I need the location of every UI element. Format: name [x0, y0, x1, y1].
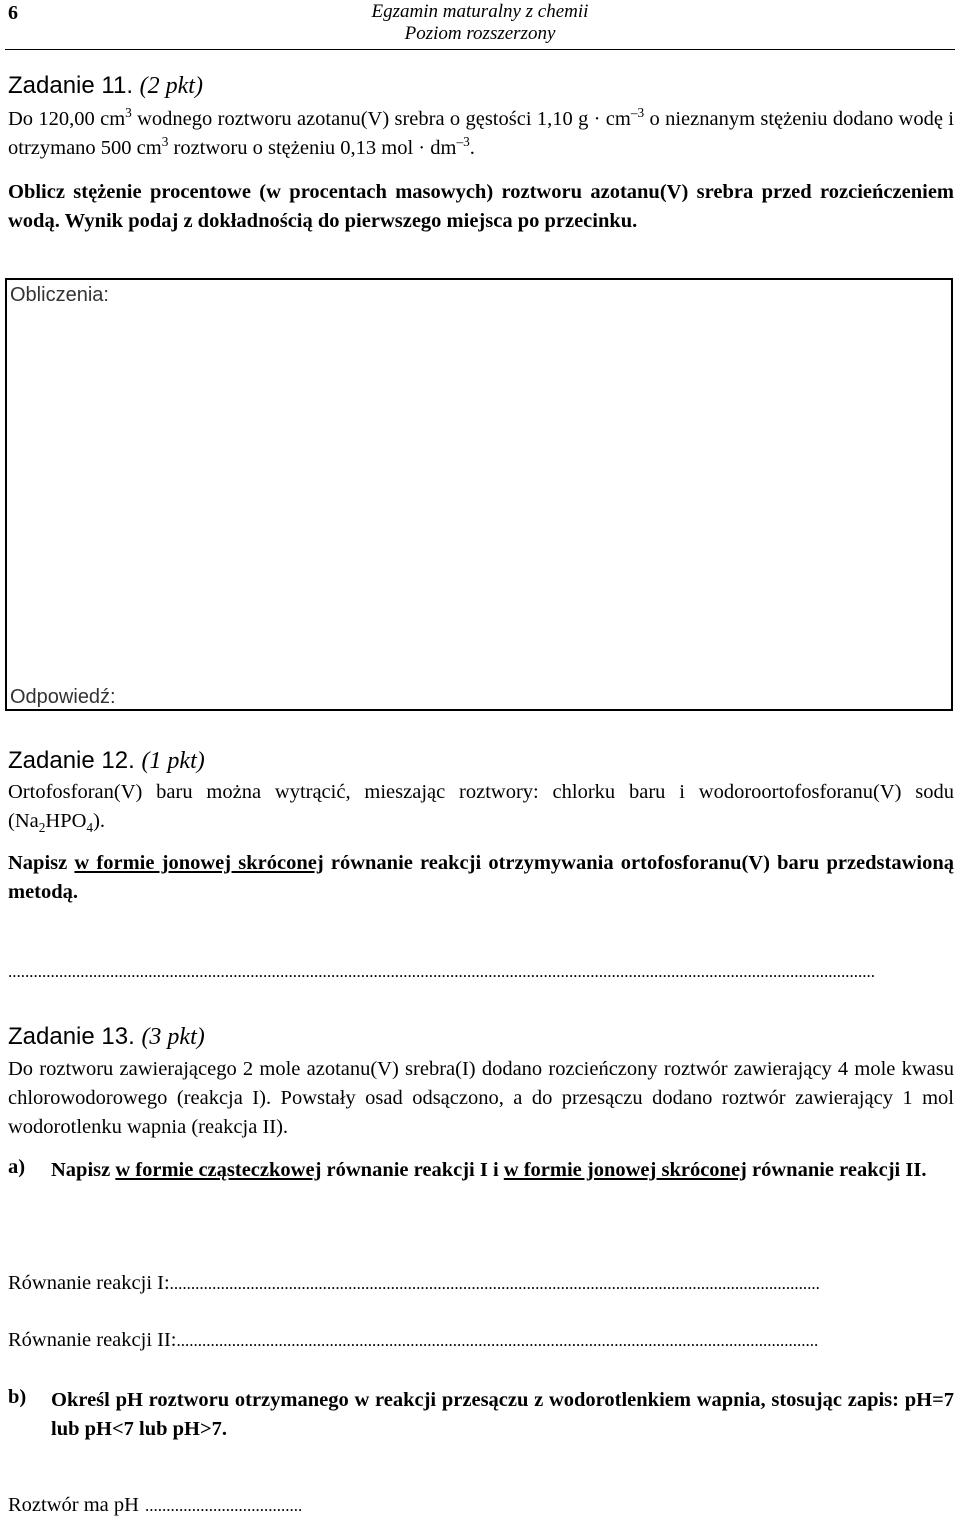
- equation-1-row: [8, 1272, 954, 1295]
- task-13-points: (3 pkt): [141, 1024, 205, 1050]
- task-13-title: [8, 1023, 205, 1051]
- a-cmd-underlined-1: w formie cząsteczkowej: [115, 1159, 322, 1181]
- page-number: 6: [8, 2, 18, 24]
- task-11-command: Oblicz stężenie procentowe (w procentach masowych) roztworu azotanu(V) srebra przed rozcieńczeniem wodą. Wynik podaj z dokładnością do pierwszego miejsca po przecinku.: [8, 181, 954, 232]
- t12-b: HPO: [45, 810, 87, 832]
- t12-c: ).: [93, 810, 106, 832]
- t12-cmd-b: równanie reakcji otrzymywania ortofosforanu(V) baru przedstawioną metodą.: [8, 852, 954, 903]
- task-13-text: Do roztworu zawierającego 2 mole azotanu(V) srebra(I) dodano rozcieńczony roztwór zawierający 4 mole kwasu chlorowodorowego (reakcja I). Powstały osad odsączono, a do przesączu dodano roztwór zawierający 1 mol wodorotlenku wapnia (reakcja II).: [8, 1058, 954, 1138]
- task-11-points: (2 pkt): [139, 73, 203, 99]
- task-11-label: Zadanie 11.: [8, 72, 133, 99]
- task-11-title: [8, 72, 203, 100]
- task-12-answer-line[interactable]: ............................................................................................................................................................................................................: [8, 962, 875, 981]
- calculations-label: Obliczenia:: [10, 284, 109, 306]
- t11-sup3: 3: [161, 134, 169, 150]
- t12-a: Ortofosforan(V) baru można wytrącić, mieszając roztwory: chlorku baru i wodoroortofosforanu(V) sodu (Na: [8, 781, 954, 832]
- part-a-command: [51, 1156, 954, 1185]
- t11-d: roztworu o stężeniu 0,13 mol · dm: [168, 137, 457, 159]
- ph-answer-line[interactable]: .....................................: [144, 1496, 303, 1515]
- t12-sub1: 2: [38, 820, 46, 836]
- ph-row: [8, 1494, 302, 1517]
- t11-sup4: –3: [456, 134, 470, 150]
- equation-1-label: Równanie reakcji I:: [8, 1272, 170, 1294]
- task-12-command: [8, 849, 954, 907]
- t11-sup2: –3: [630, 105, 645, 121]
- t11-c: o nieznanym stężeniu dodano wodę i otrzymano 500 cm: [8, 108, 954, 159]
- header-title: Egzamin maturalny z chemii: [371, 1, 589, 22]
- part-b-command: Określ pH roztworu otrzymanego w reakcji przesączu z wodorotlenkiem wapnia, stosując zapis: pH=7 lub pH<7 lub pH>7.: [51, 1389, 954, 1440]
- task-11-text: [8, 105, 954, 163]
- t11-sup1: 3: [125, 105, 132, 121]
- t12-cmd-underlined: w formie jonowej skróconej: [74, 852, 324, 874]
- equation-1-line[interactable]: .........................................................................................................................................................: [169, 1274, 820, 1293]
- t12-sub2: 4: [86, 820, 94, 836]
- t11-b: wodnego roztworu azotanu(V) srebra o gęstości 1,10 g · cm: [131, 108, 631, 130]
- a-cmd-underlined-2: w formie jonowej skróconej: [503, 1159, 747, 1181]
- part-a-marker: a): [8, 1156, 26, 1178]
- t12-cmd-a: Napisz: [8, 852, 75, 874]
- a-cmd-3: równanie reakcji II.: [746, 1159, 927, 1181]
- header-subtitle: Poziom rozszerzony: [404, 23, 556, 44]
- task-12-title: [8, 747, 205, 775]
- a-cmd-1: Napisz: [51, 1159, 116, 1181]
- t11-a: Do 120,00 cm: [8, 108, 126, 130]
- task-12-text: [8, 778, 954, 836]
- equation-2-row: [8, 1329, 954, 1352]
- header-rule: [5, 49, 955, 50]
- a-cmd-2: równanie reakcji I i: [321, 1159, 504, 1181]
- task-13-label: Zadanie 13.: [8, 1023, 135, 1050]
- task-12-label: Zadanie 12.: [8, 747, 135, 774]
- ph-label: Roztwór ma pH: [8, 1494, 139, 1516]
- part-b-marker: b): [8, 1386, 27, 1408]
- t11-e: .: [469, 137, 475, 159]
- answer-label: Odpowiedź:: [10, 686, 116, 708]
- calculations-box[interactable]: [5, 278, 953, 711]
- equation-2-label: Równanie reakcji II:: [8, 1329, 177, 1351]
- equation-2-line[interactable]: .......................................................................................................................................................: [176, 1331, 819, 1350]
- task-12-points: (1 pkt): [141, 748, 205, 774]
